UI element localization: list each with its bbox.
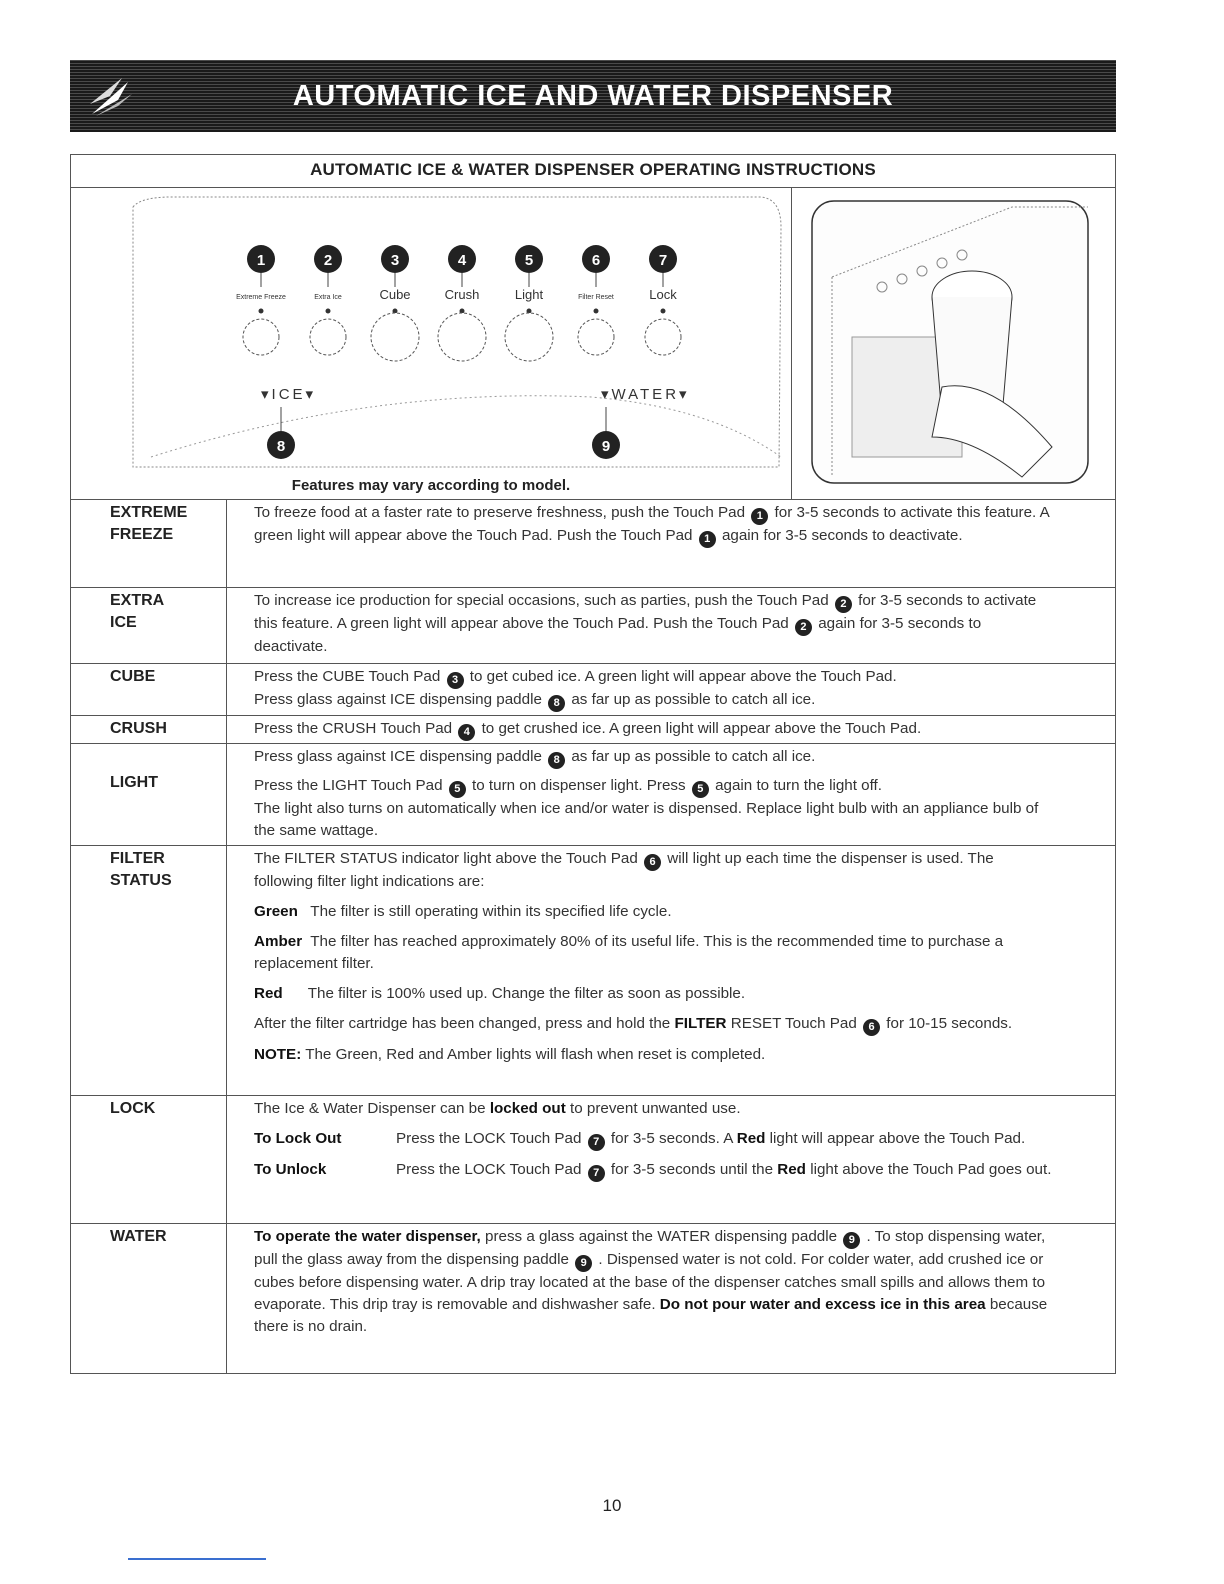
features-caption: Features may vary according to model. — [291, 477, 571, 494]
pad-function-label: Crush — [444, 287, 480, 302]
paddle-8-icon: 8 — [548, 695, 565, 712]
pad-number-label: 6 — [591, 252, 601, 269]
touch-pad-7[interactable] — [645, 245, 681, 355]
pad-function-label: Cube — [379, 287, 411, 302]
row-label-water: WATER — [110, 1228, 167, 1245]
paddle-9-icon: 9 — [843, 1232, 860, 1249]
pad-function-label: Extra Ice — [314, 294, 342, 301]
pad-function-label: Filter Reset — [578, 294, 614, 301]
dispenser-photo — [792, 187, 1115, 499]
pad-number-label: 5 — [524, 252, 534, 269]
touch-pad-4-icon: 4 — [458, 724, 475, 741]
row-label-lock: LOCK — [110, 1100, 156, 1117]
touch-pad-2[interactable] — [310, 245, 346, 355]
pad-number-label: 2 — [323, 252, 333, 269]
touch-pad-3-icon: 3 — [447, 672, 464, 689]
paddle-number-label: 9 — [601, 438, 611, 455]
touch-pad-1-icon: 1 — [751, 508, 768, 525]
touch-pad-6[interactable] — [578, 245, 614, 355]
touch-pad-6-icon: 6 — [863, 1019, 880, 1036]
pad-number-label: 3 — [390, 252, 400, 269]
touch-pad-5-icon: 5 — [692, 781, 709, 798]
paddle-8-icon: 8 — [548, 752, 565, 769]
row-label-crush: CRUSH — [110, 720, 167, 737]
paddle-9-icon: 9 — [575, 1255, 592, 1272]
touch-pad-3[interactable] — [371, 245, 419, 361]
touch-pad-7-icon: 7 — [588, 1165, 605, 1182]
row-body-water: To operate the water dispenser, press a glass against the WATER dispensing paddle 9 . To stop dispensing water, pull the glass away from the dispensing paddle 9 . Dispensed water is not cold. For colder water, add crushed ice or cubes before dispensing water. A drip tray located at the base of the dispenser catches small spills and allows them to evaporate. This drip tray is removable and dishwasher safe. Do not pour water and excess ice in this area because there is no drain. — [254, 1228, 1048, 1335]
table-row — [70, 743, 1116, 845]
footer-rule — [128, 1558, 266, 1560]
touch-pad-1[interactable] — [236, 245, 286, 355]
row-label-cube: CUBE — [110, 668, 156, 685]
paddle-number-label: 8 — [276, 438, 286, 455]
pad-function-label: Light — [514, 287, 544, 302]
row-body-extra-ice: To increase ice production for special occasions, such as parties, push the Touch Pad 2 for 3-5 seconds to activate this feature. A green light will appear above the Touch Pad. Push the Touch Pad 2 again for 3-5 seconds to deactivate. — [254, 592, 1037, 655]
table-row — [70, 1223, 1116, 1374]
touch-pad-2-icon: 2 — [835, 596, 852, 613]
pad-number-label: 4 — [457, 252, 467, 269]
row-label-extreme-freeze: EXTREME FREEZE — [110, 504, 188, 543]
banner-title: AUTOMATIC ICE AND WATER DISPENSER — [292, 79, 894, 112]
row-body-filter-status: The FILTER STATUS indicator light above the Touch Pad 6 will light up each time the dispenser is used. The following filter light indications are: Green The filter is still operating within its specified life cycle. Amber The filter has reached approximately 80% of its useful life. This is the recommended time to purchase a replacement filter. Red The filter is 100% used up. Change the filter as soon as possible. After the filter cartridge has been changed, press and hold the FILTER RESET Touch Pad 6 for 10-15 seconds. NOTE: The Green, Red and Amber lights will flash when reset is completed. — [254, 850, 1013, 1063]
paddle-9[interactable] — [592, 386, 690, 459]
touch-pad-1-icon: 1 — [699, 531, 716, 548]
pad-function-label: Lock — [649, 287, 677, 302]
row-body-crush: Press the CRUSH Touch Pad 4 to get crushed ice. A green light will appear above the Touch Pad. — [254, 718, 1054, 741]
control-panel-illustration — [71, 187, 791, 477]
control-panel-diagram — [71, 187, 792, 499]
touch-pad-6-icon: 6 — [644, 854, 661, 871]
row-body-cube: Press the CUBE Touch Pad 3 to get cubed ice. A green light will appear above the Touch Pad. Press glass against ICE dispensing paddle 8 as far up as possible to catch all ice. — [254, 666, 1054, 712]
touch-pad-5-icon: 5 — [449, 781, 466, 798]
row-body-extreme-freeze: To freeze food at a faster rate to preserve freshness, push the Touch Pad 1 for 3-5 seconds to activate this feature. A green light will appear above the Touch Pad. Push the Touch Pad 1 again for 3-5 seconds to deactivate. — [254, 502, 1054, 548]
page-number: 10 — [602, 1496, 622, 1515]
paddle-label: ▾ICE▾ — [261, 386, 317, 403]
row-label-filter-status: FILTER STATUS — [110, 850, 172, 889]
touch-pad-2-icon: 2 — [795, 619, 812, 636]
paddle-8[interactable] — [261, 386, 316, 459]
section-title: AUTOMATIC ICE & WATER DISPENSER OPERATING INSTRUCTIONS — [71, 155, 1115, 188]
touch-pad-5[interactable] — [505, 245, 553, 361]
paddle-label: ▾WATER▾ — [601, 386, 690, 403]
table-row — [70, 845, 1116, 1095]
table-row — [70, 587, 1116, 663]
pad-number-label: 7 — [658, 252, 668, 269]
row-label-extra-ice: EXTRA ICE — [110, 592, 165, 631]
table-row — [70, 715, 1116, 743]
pad-function-label: Extreme Freeze — [236, 294, 286, 301]
section-banner — [70, 60, 1116, 132]
row-body-light: Press glass against ICE dispensing paddle 8 as far up as possible to catch all ice. Press the LIGHT Touch Pad 5 to turn on dispenser light. Press 5 again to turn the light off. The light also turns on automatically when ice and/or water is dispensed. Replace light bulb with an appliance bulb of the same wattage. — [254, 748, 1039, 839]
row-body-lock: The Ice & Water Dispenser can be locked out to prevent unwanted use. To Lock Out Press the LOCK Touch Pad 7 for 3-5 seconds. A Red light will appear above the Touch Pad. To Unlock Press the LOCK Touch Pad 7 for 3-5 seconds until the Red light above the Touch Pad goes out. — [254, 1098, 1054, 1182]
row-label-light: LIGHT — [110, 774, 158, 791]
touch-pad-7-icon: 7 — [588, 1134, 605, 1151]
table-row — [70, 663, 1116, 715]
table-row — [70, 1095, 1116, 1223]
touch-pad-4[interactable] — [438, 245, 486, 361]
table-row — [70, 499, 1116, 587]
ice-shards-icon — [88, 74, 134, 118]
pad-number-label: 1 — [256, 252, 266, 269]
